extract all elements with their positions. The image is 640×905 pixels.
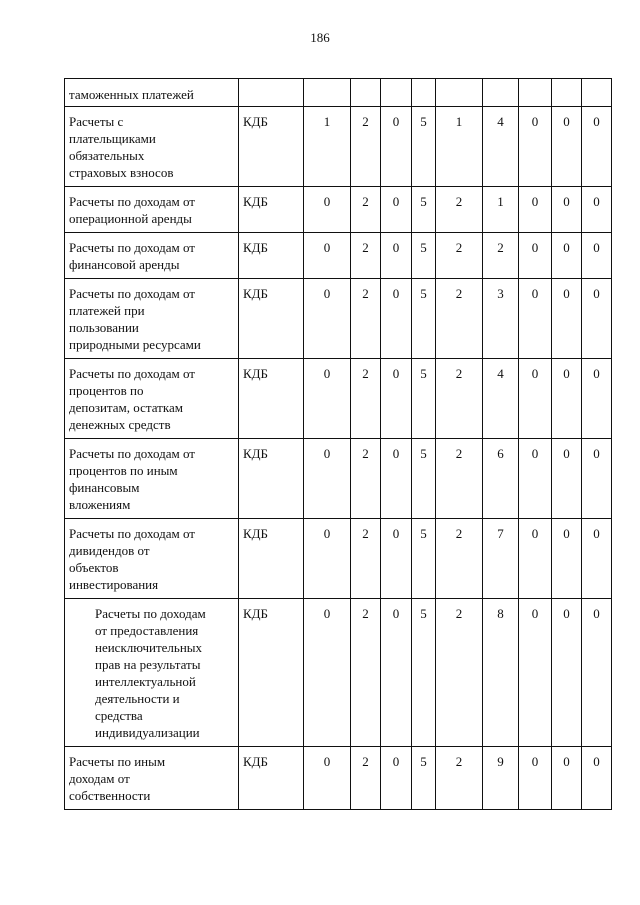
row-label-line: прав на результаты (95, 657, 201, 672)
code-digit: 2 (436, 519, 483, 599)
code-digit: 2 (436, 747, 483, 810)
row-label (65, 233, 239, 279)
code-digit: 0 (381, 359, 412, 439)
code-digit: 5 (412, 519, 436, 599)
row-code: КДБ (239, 279, 304, 359)
code-digit: 0 (519, 439, 552, 519)
code-digit: 0 (381, 279, 412, 359)
code-digit: 0 (304, 279, 351, 359)
code-digit: 5 (412, 359, 436, 439)
code-digit: 0 (552, 439, 582, 519)
code-digit: 9 (483, 747, 519, 810)
row-label (65, 279, 239, 359)
row-label (65, 519, 239, 599)
row-label-line: Расчеты по доходам от (69, 526, 195, 541)
table-row (65, 187, 612, 233)
row-label-line: Расчеты с (69, 114, 124, 129)
row-label-line: депозитам, остаткам (69, 400, 183, 415)
code-digit: 0 (582, 187, 612, 233)
code-digit: 5 (412, 439, 436, 519)
empty-cell (519, 79, 552, 107)
row-label-line: денежных средств (69, 417, 171, 432)
row-code: КДБ (239, 439, 304, 519)
code-digit: 0 (582, 107, 612, 187)
code-digit: 5 (412, 107, 436, 187)
row-label-line: страховых взносов (69, 165, 174, 180)
code-digit: 0 (304, 359, 351, 439)
row-label (65, 187, 239, 233)
code-digit: 0 (381, 187, 412, 233)
code-digit: 2 (436, 359, 483, 439)
table-row (65, 599, 612, 747)
row-label-line: от предоставления (95, 623, 199, 638)
code-digit: 2 (351, 519, 381, 599)
table-row (65, 359, 612, 439)
row-label (65, 599, 239, 747)
code-digit: 2 (436, 439, 483, 519)
code-digit: 0 (552, 359, 582, 439)
row-label-line: Расчеты по доходам от (69, 286, 195, 301)
code-digit: 0 (582, 599, 612, 747)
row-label-line: интеллектуальной (95, 674, 196, 689)
row-code: КДБ (239, 359, 304, 439)
row-label-line: плательщиками (69, 131, 156, 146)
code-digit: 2 (436, 599, 483, 747)
page-number: 186 (310, 30, 330, 45)
row-label (65, 107, 239, 187)
code-digit: 0 (519, 359, 552, 439)
code-digit: 0 (381, 747, 412, 810)
row-label-line: собственности (69, 788, 151, 803)
code-digit: 0 (552, 107, 582, 187)
row-code: КДБ (239, 599, 304, 747)
code-digit: 1 (436, 107, 483, 187)
code-digit: 6 (483, 439, 519, 519)
code-digit: 2 (351, 439, 381, 519)
row-label (65, 439, 239, 519)
code-digit: 0 (582, 439, 612, 519)
code-digit: 0 (582, 747, 612, 810)
code-digit: 0 (519, 233, 552, 279)
code-digit: 0 (381, 107, 412, 187)
row-code: КДБ (239, 107, 304, 187)
empty-cell (304, 79, 351, 107)
accounting-codes-table (64, 78, 612, 810)
code-digit: 0 (304, 519, 351, 599)
table-row (65, 233, 612, 279)
code-digit: 0 (552, 233, 582, 279)
code-digit: 0 (519, 107, 552, 187)
empty-cell (582, 79, 612, 107)
table-row (65, 519, 612, 599)
empty-cell (239, 79, 304, 107)
row-label-line: средства (95, 708, 143, 723)
table-row (65, 747, 612, 810)
code-digit: 0 (552, 519, 582, 599)
code-digit: 0 (381, 233, 412, 279)
code-digit: 0 (304, 599, 351, 747)
row-label-line: деятельности и (95, 691, 180, 706)
code-digit: 2 (351, 747, 381, 810)
code-digit: 1 (304, 107, 351, 187)
row-label-line: доходам от (69, 771, 130, 786)
row-label (65, 747, 239, 810)
empty-cell (483, 79, 519, 107)
code-digit: 0 (582, 359, 612, 439)
table-row (65, 79, 612, 107)
table-row (65, 107, 612, 187)
row-label-line: финансовым (69, 480, 140, 495)
row-label-line: Расчеты по доходам от (69, 446, 195, 461)
row-label-line: финансовой аренды (69, 257, 180, 272)
code-digit: 0 (552, 187, 582, 233)
row-code: КДБ (239, 233, 304, 279)
code-digit: 2 (436, 187, 483, 233)
empty-cell (381, 79, 412, 107)
code-digit: 2 (436, 233, 483, 279)
code-digit: 0 (304, 187, 351, 233)
code-digit: 2 (351, 107, 381, 187)
code-digit: 5 (412, 747, 436, 810)
code-digit: 5 (412, 187, 436, 233)
code-digit: 8 (483, 599, 519, 747)
row-label (65, 359, 239, 439)
row-label-line: пользовании (69, 320, 139, 335)
row-label-line: инвестирования (69, 577, 159, 592)
code-digit: 0 (582, 519, 612, 599)
code-digit: 5 (412, 599, 436, 747)
code-digit: 7 (483, 519, 519, 599)
code-digit: 0 (304, 233, 351, 279)
code-digit: 2 (351, 187, 381, 233)
code-digit: 0 (381, 519, 412, 599)
code-digit: 1 (483, 187, 519, 233)
code-digit: 2 (351, 599, 381, 747)
table-row (65, 439, 612, 519)
code-digit: 4 (483, 107, 519, 187)
code-digit: 0 (381, 439, 412, 519)
code-digit: 2 (483, 233, 519, 279)
code-digit: 0 (519, 747, 552, 810)
code-digit: 0 (304, 747, 351, 810)
empty-cell (436, 79, 483, 107)
code-digit: 2 (351, 359, 381, 439)
row-code: КДБ (239, 747, 304, 810)
code-digit: 5 (412, 279, 436, 359)
code-digit: 0 (304, 439, 351, 519)
row-label-line: вложениям (69, 497, 131, 512)
code-digit: 3 (483, 279, 519, 359)
table-body (65, 79, 612, 810)
code-digit: 0 (519, 279, 552, 359)
code-digit: 0 (552, 747, 582, 810)
code-digit: 0 (552, 599, 582, 747)
row-label-line: Расчеты по иным (69, 754, 166, 769)
row-label-line: Расчеты по доходам от (69, 194, 195, 209)
row-label: таможенных платежей (65, 79, 239, 107)
code-digit: 5 (412, 233, 436, 279)
row-label-line: индивидуализации (95, 725, 200, 740)
code-digit: 0 (519, 599, 552, 747)
row-label-line: Расчеты по доходам от (69, 240, 195, 255)
code-digit: 0 (552, 279, 582, 359)
code-digit: 0 (381, 599, 412, 747)
code-digit: 4 (483, 359, 519, 439)
row-label-line: объектов (69, 560, 119, 575)
code-digit: 0 (582, 279, 612, 359)
row-label-line: природными ресурсами (69, 337, 201, 352)
row-label-line: операционной аренды (69, 211, 192, 226)
row-label-line: неисключительных (95, 640, 203, 655)
empty-cell (412, 79, 436, 107)
row-code: КДБ (239, 519, 304, 599)
row-label-line: Расчеты по доходам (95, 606, 206, 621)
empty-cell (351, 79, 381, 107)
code-digit: 2 (351, 233, 381, 279)
code-digit: 0 (582, 233, 612, 279)
row-label-line: процентов по (69, 383, 144, 398)
code-digit: 0 (519, 519, 552, 599)
row-label-line: дивидендов от (69, 543, 150, 558)
code-digit: 2 (436, 279, 483, 359)
row-label-line: обязательных (69, 148, 145, 163)
code-digit: 0 (519, 187, 552, 233)
row-label-line: Расчеты по доходам от (69, 366, 195, 381)
code-digit: 2 (351, 279, 381, 359)
empty-cell (552, 79, 582, 107)
row-label-line: процентов по иным (69, 463, 178, 478)
row-label-line: платежей при (69, 303, 145, 318)
table-row (65, 279, 612, 359)
row-code: КДБ (239, 187, 304, 233)
